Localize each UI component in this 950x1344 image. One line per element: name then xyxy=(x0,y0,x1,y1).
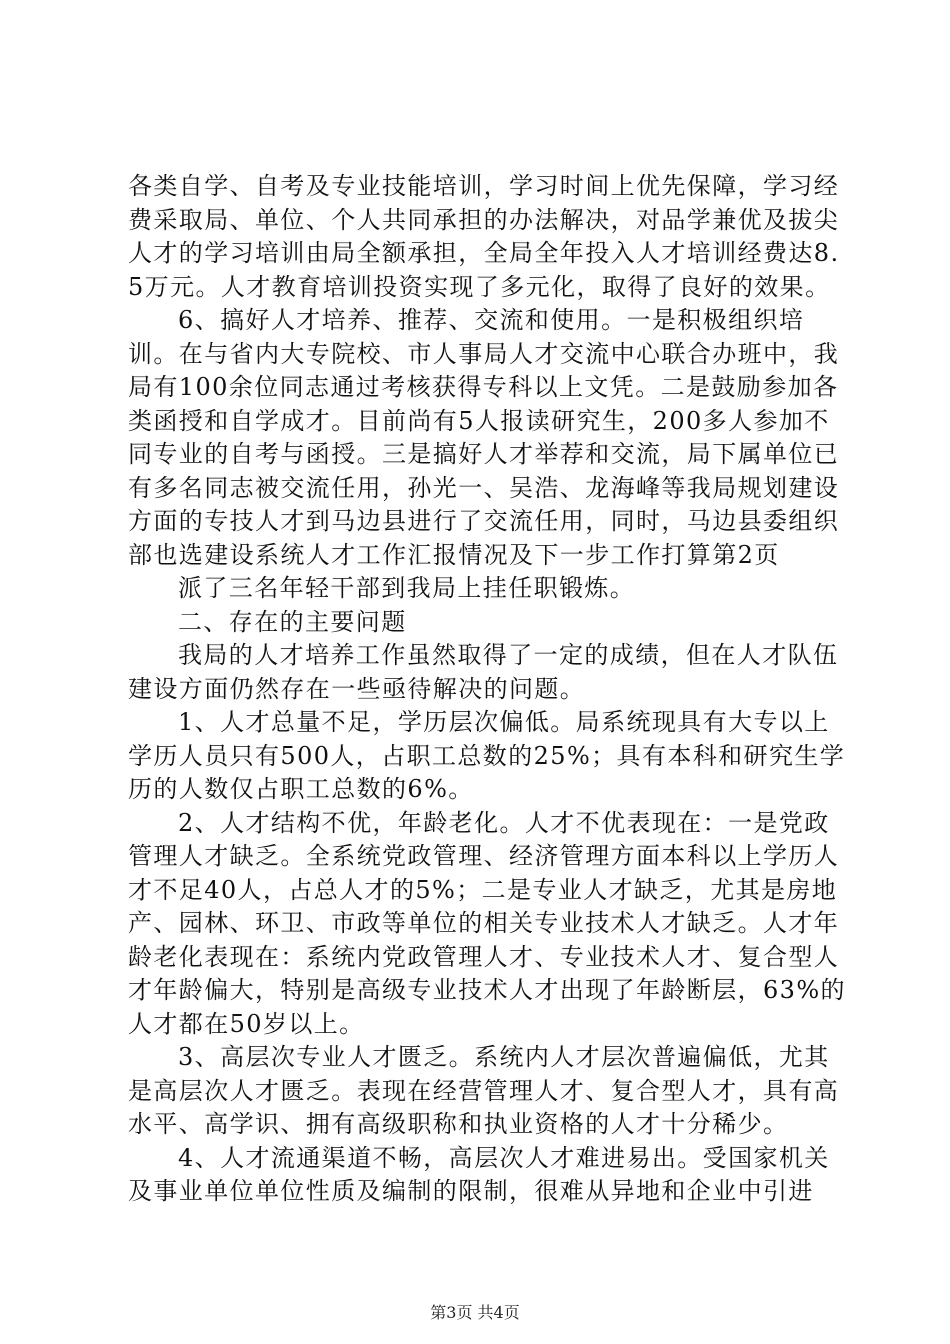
paragraph-problem-2: 2、人才结构不优，年龄老化。人才不优表现在：一是党政管理人才缺乏。全系统党政管理、经济管理方面本科以上学历人才不足40人，占总人才的5%；二是专业人才缺乏，尤其是房地产、园林、环卫、市政等单位的相关专业技术人才缺乏。人才年龄老化表现在：系统内党政管理人才、专业技术人才、复合型人才年龄偏大，特别是高级专业技术人才出现了年龄断层，63%的人才都在50岁以上。 xyxy=(128,808,846,1038)
paragraph-dispatched-cadres: 派了三名年轻干部到我局上挂任职锻炼。 xyxy=(178,574,636,602)
paragraph-problem-3: 3、高层次专业人才匮乏。系统内人才层次普遍偏低，尤其是高层次人才匮乏。表现在经营管理人才、复合型人才，具有高水平、高学识、拥有高级职称和执业资格的人才十分稀少。 xyxy=(128,1043,840,1138)
paragraph-problem-1: 1、人才总量不足，学历层次偏低。局系统现具有大专以上学历人员只有500人，占职工总数的25%；具有本科和研究生学历的人数仅占职工总数的6%。 xyxy=(128,708,846,803)
paragraph-training-funding: 各类自学、自考及专业技能培训，学习时间上优先保障，学习经费采取局、单位、个人共同承担的办法解决，对品学兼优及拔尖人才的学习培训由局全额承担，全局全年投入人才培训经费达8.5万元。人才教育培训投资实现了多元化，取得了良好的效果。 xyxy=(128,172,840,301)
paragraph-problems-intro: 我局的人才培养工作虽然取得了一定的成绩，但在人才队伍建设方面仍然存在一些亟待解决的问题。 xyxy=(128,641,839,703)
section-heading-main-problems: 二、存在的主要问题 xyxy=(178,607,407,636)
document-body xyxy=(128,170,853,1209)
page-footer: 第3页 共4页 xyxy=(430,1303,520,1322)
paragraph-problem-4: 4、人才流通渠道不畅，高层次人才难进易出。受国家机关及事业单位单位性质及编制的限制，很难从异地和企业中引进 xyxy=(128,1143,830,1205)
paragraph-talent-cultivation: 6、搞好人才培养、推荐、交流和使用。一是积极组织培训。在与省内大专院校、市人事局人才交流中心联合办班中，我局有100余位同志通过考核获得专科以上文凭。二是鼓励参加各类函授和自学成才。目前尚有5人报读研究生，200多人参加不同专业的自考与函授。三是搞好人才举荐和交流，局下属单位已有多名同志被交流任用，孙光一、吴浩、龙海峰等我局规划建设方面的专技人才到马边县进行了交流任用，同时，马边县委组织部也选建设系统人才工作汇报情况及下一步工作打算第2页 xyxy=(128,306,840,569)
